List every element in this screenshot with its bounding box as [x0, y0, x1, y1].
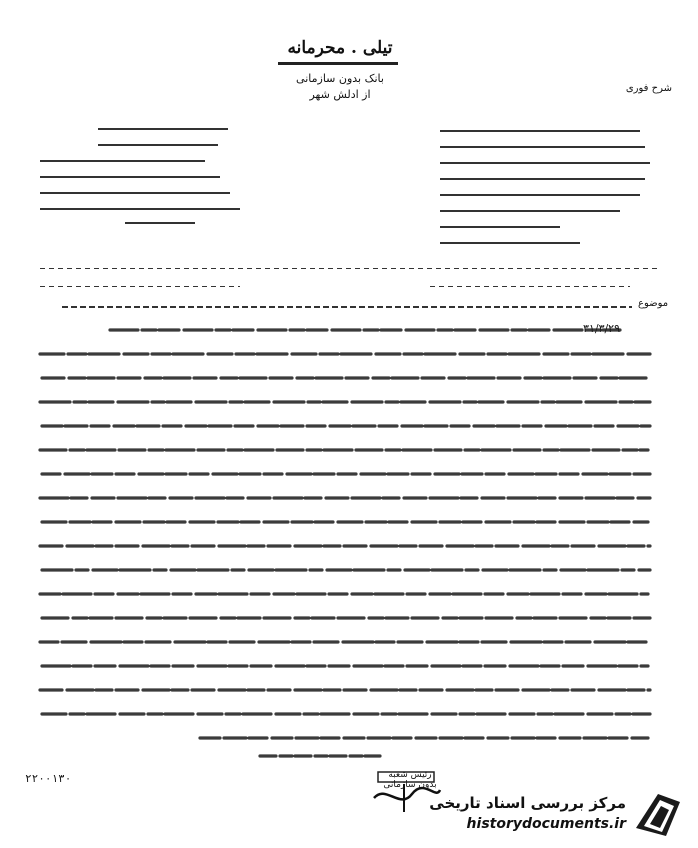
watermark-title: مرکز بررسی اسناد تاریخی — [429, 794, 626, 812]
document-title: تیلی . محرمانه — [287, 38, 393, 58]
body-date-text: ۳۱/۳/۲۹ — [583, 322, 620, 335]
watermark-logo-icon — [630, 788, 686, 842]
watermark-url: historydocuments.ir — [466, 816, 626, 832]
document-subtitle-2: از ادلش شهر — [309, 88, 371, 101]
document-subtitle-1: بانک بدون سازمانی — [296, 72, 384, 85]
top-right-label: شرح فوری — [625, 83, 672, 94]
signature-text: رئیس شعبه بدون سازمانی — [383, 770, 437, 790]
document-number: ۲۲۰۰۱۳۰ — [25, 772, 72, 785]
subject-label: موضوع — [638, 298, 669, 309]
